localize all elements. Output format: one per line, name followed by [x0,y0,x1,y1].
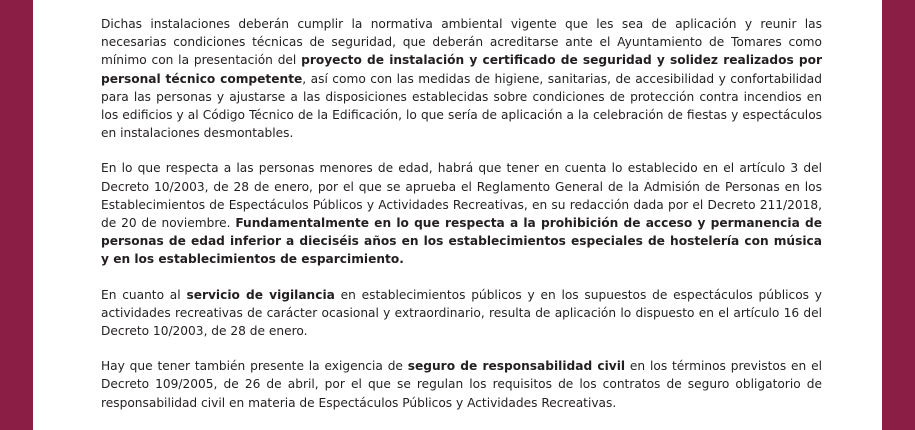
paragraph-installations [101,15,822,142]
emphasis-segment: seguro de responsabilidad civil [407,359,626,374]
emphasis-segment: servicio de vigilancia [186,287,335,302]
document-body [101,15,822,429]
emphasis-segment: proyecto de instalación y certificado de seguridad y solidez realizados por personal técnico competente [101,53,822,86]
left-border-bar [0,0,33,430]
text-segment: En cuanto al [101,287,187,302]
text-segment: en establecimientos públicos y en los supuestos de espectáculos públicos y actividades recreativas de carácter ocasional y extraordinario, resulta de aplicación lo dispuesto en el artículo 16 del Decreto 10/2003, de 28 de enero. [101,287,822,339]
right-border-bar [882,0,915,430]
text-segment: en los términos previstos en el Decreto 109/2005, de 26 de abril, por el que se regulan los requisitos de los contratos de seguro obligatorio de responsabilidad civil en materia de Espectáculos Públicos y Actividades Recreativas. [101,359,822,410]
paragraph-minors [101,159,822,268]
text-segment: Dichas instalaciones deberán cumplir la normativa ambiental vigente que les sea de aplicación y reunir las necesarias condiciones técnicas de seguridad, que deberán acreditarse ante el Ayuntamiento de Tomares como mínimo con la presentación del [101,17,822,68]
emphasis-segment: Fundamentalmente en lo que respecta a la prohibición de acceso y permanencia de personas de edad inferior a dieciséis años en los establecimientos especiales de hostelería con música y en los establecimientos de esparcimiento. [101,216,823,267]
text-segment: , así como con las medidas de higiene, sanitarias, de accesibilidad y confortabilidad para las personas y ajustarse a las disposiciones establecidas sobre condiciones de protección contra incendios en los edificios y al Código Técnico de la Edificación, lo que sería de aplicación a la celebración de fiestas y espectáculos en instalaciones desmontables. [101,71,823,141]
paragraph-insurance [101,357,822,412]
text-segment: En lo que respecta a las personas menores de edad, habrá que tener en cuenta lo establecido en el artículo 3 del Decreto 10/2003, de 28 de enero, por el que se aprueba el Reglamento General de la Admisión de Personas en los Establecimientos de Espectáculos Públicos y Actividades Recreativas, en su redacción dada por el Decreto 211/2018, de 20 de noviembre. [101,161,822,231]
paragraph-surveillance [101,286,822,341]
text-segment: Hay que tener también presente la exigencia de [101,359,408,374]
